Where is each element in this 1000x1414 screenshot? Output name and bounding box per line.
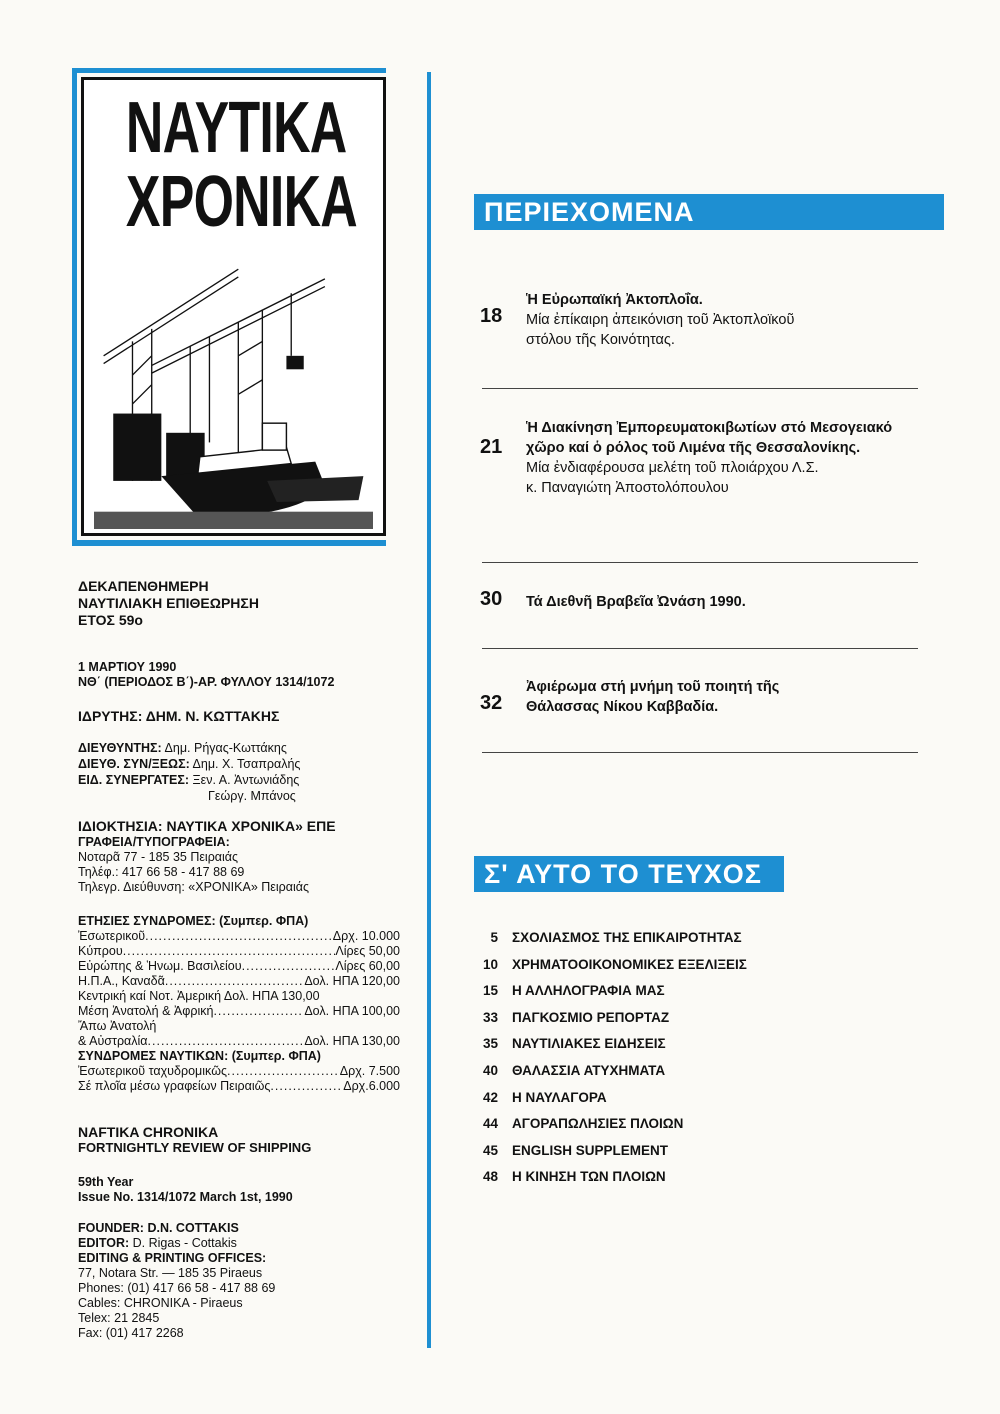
- subscription-row: Ἐσωτερικοῦ ταχυδρομικῶς ..... Δρχ. 7.500: [78, 1064, 400, 1079]
- port-cranes-illustration: [94, 250, 373, 529]
- in-issue-title: Η ΑΛΛΗΛΟΓΡΑΦΙΑ ΜΑΣ: [512, 983, 665, 999]
- column-divider: [427, 72, 431, 1348]
- in-issue-row[interactable]: [470, 1116, 910, 1131]
- seamen-subscriptions-heading: ΣΥΝΔΡΟΜΕΣ ΝΑΥΤΙΚΩΝ: (Συμπερ. ΦΠΑ): [78, 1049, 321, 1063]
- masthead-title-line1: ΝΑΥΤΙΚΑ: [125, 88, 347, 168]
- in-issue-row[interactable]: [470, 1010, 910, 1025]
- toc-page: 32: [480, 692, 503, 714]
- subtitle-line: ΝΑΥΤΙΛΙΑΚΗ ΕΠΙΘΕΩΡΗΣΗ: [78, 595, 259, 611]
- toc-separator: [482, 648, 918, 649]
- english-address: 77, Notara Str. — 185 35 Piraeus: [78, 1266, 263, 1280]
- publication-info: [78, 578, 408, 629]
- toc-separator: [482, 752, 918, 753]
- toc-desc: κ. Παναγιώτη Ἀποστολόπουλου: [526, 480, 729, 496]
- in-issue-page: 40: [482, 1063, 498, 1078]
- offices-label: ΓΡΑΦΕΙΑ/ΤΥΠΟΓΡΑΦΕΙΑ:: [78, 835, 230, 849]
- ownership: ΙΔΙΟΚΤΗΣΙΑ: ΝΑΥΤΙΚΑ ΧΡΟΝΙΚΑ» ΕΠΕ: [78, 818, 336, 834]
- staff-row: ΔΙΕΥΘΥΝΤΗΣ: Δημ. Ρήγας-Κωττάκης: [78, 741, 287, 755]
- toc-title: Ἀφιέρωμα στή μνήμη τοῦ ποιητή τῆς Θάλασσας Νίκου Καββαδία.: [526, 679, 780, 715]
- staff-list: [78, 740, 408, 804]
- toc-page: 18: [480, 305, 503, 327]
- english-title: NAFTIKA CHRONIKA: [78, 1124, 219, 1140]
- in-issue-row[interactable]: [470, 930, 910, 945]
- subscription-row: Ἐσωτερικοῦ ..... Δρχ. 10.000: [78, 929, 400, 944]
- in-issue-header: Σ' ΑΥΤΟ ΤΟ ΤΕΥΧΟΣ: [474, 856, 784, 892]
- issue-info: [78, 660, 408, 690]
- english-title-block: [78, 1125, 408, 1155]
- in-issue-title: ΝΑΥΤΙΛΙΑΚΕΣ ΕΙΔΗΣΕΙΣ: [512, 1036, 666, 1052]
- issue-number: ΝΘ΄ (ΠΕΡΙΟΔΟΣ Β΄)-ΑΡ. ΦΥΛΛΟΥ 1314/1072: [78, 675, 335, 689]
- staff-row: ΔΙΕΥΘ. ΣΥΝ/ΞΕΩΣ: Δημ. Χ. Τσαπραλής: [78, 757, 301, 771]
- address: Νοταρᾶ 77 - 185 35 Πειραιάς: [78, 850, 239, 864]
- staff-row: ΕΙΔ. ΣΥΝΕΡΓΑΤΕΣ: Ξεν. Α. Ἀντωνιάδης: [78, 773, 300, 787]
- in-issue-page: 45: [482, 1142, 498, 1158]
- subscription-row: Ἄπω Ἀνατολή: [78, 1019, 157, 1033]
- toc-title: Ἡ Εὐρωπαϊκή Ἀκτοπλοΐα.: [526, 292, 703, 308]
- founder-greek: ΙΔΡΥΤΗΣ: ΔΗΜ. Ν. ΚΩΤΤΑΚΗΣ: [78, 708, 280, 724]
- masthead: [72, 68, 386, 546]
- in-issue-page: 5: [490, 930, 498, 945]
- in-issue-row[interactable]: [470, 983, 910, 998]
- english-founder: FOUNDER: D.N. COTTAKIS: [78, 1221, 239, 1235]
- english-issue-block: [78, 1175, 408, 1205]
- in-issue-page: 10: [482, 956, 498, 972]
- english-subtitle: FORTNIGHTLY REVIEW OF SHIPPING: [78, 1140, 312, 1155]
- phone: Τηλέφ.: 417 66 58 - 417 88 69: [78, 865, 245, 879]
- in-issue-page: 15: [482, 983, 498, 999]
- in-issue-title: ΘΑΛΑΣΣΙΑ ΑΤΥΧΗΜΑΤΑ: [512, 1063, 666, 1078]
- in-issue-row[interactable]: [470, 957, 910, 972]
- subscription-row: Κεντρική καί Νοτ. Ἀμερική Δολ. ΗΠΑ 130,00: [78, 989, 320, 1003]
- subscriptions-heading: ΕΤΗΣΙΕΣ ΣΥΝΔΡΟΜΕΣ: (Συμπερ. ΦΠΑ): [78, 914, 309, 928]
- toc-entry[interactable]: [526, 677, 856, 717]
- in-issue-row[interactable]: [470, 1063, 910, 1078]
- english-offices: EDITING & PRINTING OFFICES:: [78, 1251, 267, 1265]
- in-issue-title: Η ΚΙΝΗΣΗ ΤΩΝ ΠΛΟΙΩΝ: [512, 1169, 666, 1185]
- english-cables: Cables: CHRONIKA - Piraeus: [78, 1296, 243, 1310]
- english-phones: Phones: (01) 417 66 58 - 417 88 69: [78, 1281, 276, 1295]
- subtitle-line: ΕΤΟΣ 59ο: [78, 612, 143, 628]
- english-fax: Fax: (01) 417 2268: [78, 1326, 184, 1340]
- subscription-row: Κύπρου ..... Λίρες 50,00: [78, 944, 400, 959]
- masthead-title-line2: ΧΡΟΝΙΚΑ: [125, 162, 358, 242]
- subscription-row: Η.Π.Α., Καναδᾶ ..... Δολ. ΗΠΑ 120,00: [78, 974, 400, 989]
- in-issue-row[interactable]: [470, 1090, 910, 1105]
- telegram: Τηλεγρ. Διεύθυνση: «ΧΡΟΝΙΚΑ» Πειραιάς: [78, 880, 309, 894]
- subscription-row: & Αὐστραλία ..... Δολ. ΗΠΑ 130,00: [78, 1034, 400, 1049]
- staff-row: Γεώργ. Μπάνος: [208, 789, 296, 803]
- subscription-row: Σέ πλοῖα μέσω γραφείων Πειραιῶς ..... Δρχ.6.000: [78, 1079, 400, 1094]
- toc-separator: [482, 388, 918, 389]
- subtitle-line: ΔΕΚΑΠΕΝΘΗΜΕΡΗ: [78, 578, 209, 594]
- english-staff-block: [78, 1221, 408, 1341]
- subscription-row: Μέση Ἀνατολή & Ἀφρική ..... Δολ. ΗΠΑ 100,00: [78, 1004, 400, 1019]
- subscriptions: [78, 914, 400, 1094]
- in-issue-title: ΧΡΗΜΑΤΟΟΙΚΟΝΟΜΙΚΕΣ ΕΞΕΛΙΞΕΙΣ: [512, 956, 747, 972]
- contents-header: ΠΕΡΙΕΧΟΜΕΝΑ: [474, 194, 944, 230]
- in-issue-page: 48: [482, 1169, 498, 1185]
- in-issue-page: 33: [482, 1009, 498, 1025]
- in-issue-title: ΠΑΓΚΟΣΜΙΟ ΡΕΠΟΡΤΑΖ: [512, 1009, 670, 1025]
- toc-title: Τά Διεθνῆ Βραβεῖα Ὠνάση 1990.: [526, 594, 746, 610]
- toc-entry[interactable]: [526, 290, 926, 350]
- toc-entry[interactable]: [526, 418, 916, 498]
- toc-desc: στόλου τῆς Κοινότητας.: [526, 332, 675, 348]
- toc-page: 30: [480, 588, 503, 610]
- toc-page: 21: [480, 436, 503, 458]
- in-issue-title: ΑΓΟΡΑΠΩΛΗΣΙΕΣ ΠΛΟΙΩΝ: [512, 1116, 684, 1132]
- english-year: 59th Year: [78, 1175, 134, 1189]
- in-issue-title: ENGLISH SUPPLEMENT: [512, 1142, 669, 1158]
- english-issue: Issue No. 1314/1072 March 1st, 1990: [78, 1190, 293, 1204]
- toc-desc: Μία ἐνδιαφέρουσα μελέτη τοῦ πλοιάρχου Λ.Σ.: [526, 460, 819, 476]
- in-issue-title: ΣΧΟΛΙΑΣΜΟΣ ΤΗΣ ΕΠΙΚΑΙΡΟΤΗΤΑΣ: [512, 930, 742, 945]
- toc-entry[interactable]: [526, 592, 926, 612]
- in-issue-page: 35: [482, 1036, 498, 1052]
- in-issue-row[interactable]: [470, 1169, 910, 1184]
- toc-title: Ἡ Διακίνηση Ἐμπορευματοκιβωτίων στό Μεσογειακό χῶρο καί ὁ ρόλος τοῦ Λιμένα τῆς Θεσσαλονίκης.: [526, 420, 893, 456]
- in-issue-page: 42: [482, 1089, 498, 1105]
- in-issue-row[interactable]: [470, 1143, 910, 1158]
- english-telex: Telex: 21 2845: [78, 1311, 160, 1325]
- subscription-row: Εὐρώπης & Ἡνωμ. Βασιλείου ..... Λίρες 60,00: [78, 959, 400, 974]
- english-editor: EDITOR: D. Rigas - Cottakis: [78, 1236, 237, 1250]
- in-issue-page: 44: [482, 1116, 498, 1132]
- issue-date: 1 ΜΑΡΤΙΟΥ 1990: [78, 660, 177, 674]
- ownership-block: [78, 818, 408, 895]
- toc-desc: Μία ἐπίκαιρη ἀπεικόνιση τοῦ Ἀκτοπλοϊκοῦ: [526, 312, 795, 328]
- in-issue-row[interactable]: [470, 1036, 910, 1051]
- in-issue-title: Η ΝΑΥΛΑΓΟΡΑ: [512, 1089, 607, 1105]
- masthead-frame: [81, 77, 386, 536]
- toc-separator: [482, 562, 918, 563]
